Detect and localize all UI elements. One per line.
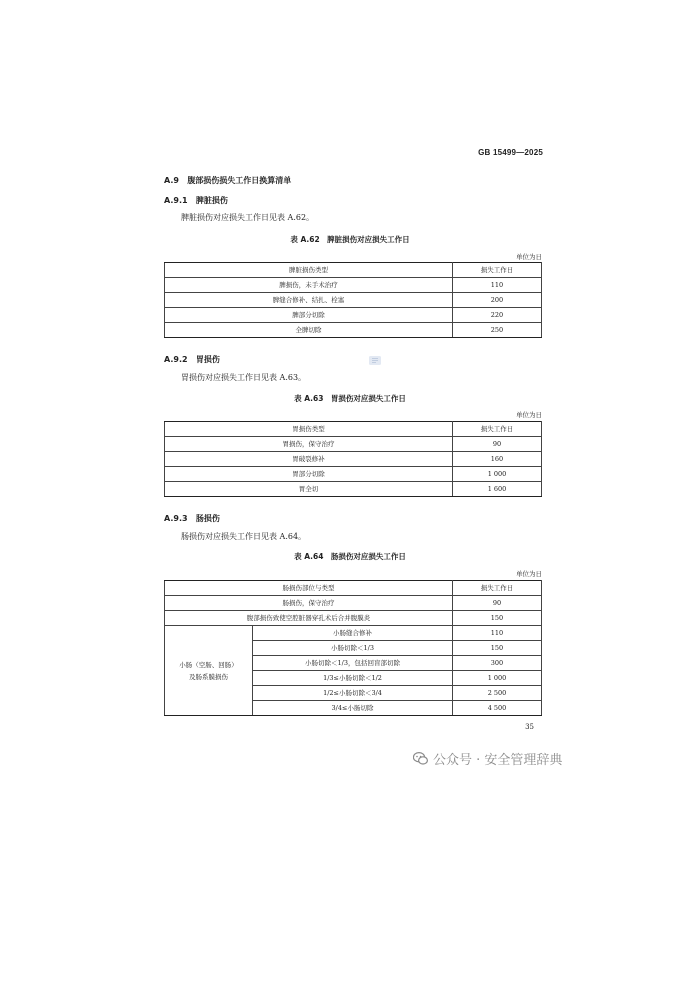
table-row: [165, 452, 542, 467]
table-cell: 胃损伤，保守治疗: [165, 437, 453, 452]
table-row: [165, 611, 542, 626]
subsection-title: 胃损伤: [195, 355, 220, 364]
table-caption-a62: 表 A.62 脾脏损伤对应损失工作日: [290, 235, 410, 244]
column-header: 损失工作日: [453, 422, 542, 437]
section-title: 腹部损伤损失工作日换算清单: [187, 176, 292, 185]
column-header: 胃损伤类型: [165, 422, 453, 437]
table-row: [165, 308, 542, 323]
table-cell: 腹部损伤致使空腔脏器穿孔术后合并腹膜炎: [165, 611, 453, 626]
column-header: 肠损伤部位与类型: [165, 581, 453, 596]
table-cell: 160: [453, 452, 542, 467]
table-cell: 小肠切除＜1/3，包括回盲部切除: [253, 656, 453, 671]
group-label-cell: [165, 626, 253, 716]
table-row: [165, 323, 542, 338]
table-unit-a62: 单位为日: [516, 253, 542, 261]
subsection-number: A.9.1: [164, 196, 188, 205]
table-cell: 250: [453, 323, 542, 338]
subsection-heading-stomach: [164, 354, 220, 365]
table-unit-a63: 单位为日: [516, 411, 542, 419]
table-cell: 220: [453, 308, 542, 323]
table-cell: 1/3≤小肠切除＜1/2: [253, 671, 453, 686]
table-row: [165, 293, 542, 308]
standard-number: GB 15499—2025: [478, 148, 543, 157]
table-a64: [164, 580, 542, 716]
table-cell: 小肠切除＜1/3: [253, 641, 453, 656]
table-cell: 150: [453, 641, 542, 656]
table-row: [165, 482, 542, 497]
column-header: 损失工作日: [453, 581, 542, 596]
table-cell: 脾部分切除: [165, 308, 453, 323]
table-a62: [164, 262, 542, 338]
table-row: [165, 467, 542, 482]
table-header-row: [165, 581, 542, 596]
page-number: 35: [525, 723, 534, 731]
table-header-row: [165, 263, 542, 278]
table-cell: 脾缝合修补、结扎、栓塞: [165, 293, 453, 308]
table-cell: 90: [453, 596, 542, 611]
table-cell: 全脾切除: [165, 323, 453, 338]
table-unit-a64: 单位为日: [516, 570, 542, 578]
section-heading: [164, 175, 291, 186]
table-cell: 1 000: [453, 671, 542, 686]
subsection-title: 脾脏损伤: [195, 196, 228, 205]
paragraph-spleen: 脾脏损伤对应损失工作日见表 A.62。: [181, 213, 315, 222]
table-cell: 300: [453, 656, 542, 671]
table-cell: 胃部分切除: [165, 467, 453, 482]
table-cell: 肠损伤，保守治疗: [165, 596, 453, 611]
section-number: A.9: [164, 176, 179, 185]
table-cell: 200: [453, 293, 542, 308]
watermark-text: 公众号 · 安全管理辞典: [433, 753, 563, 768]
table-cell: 胃破裂修补: [165, 452, 453, 467]
table-cell: 4 500: [453, 701, 542, 716]
group-label-line: 及肠系膜损伤: [189, 672, 228, 681]
table-cell: 110: [453, 626, 542, 641]
table-row: [165, 278, 542, 293]
wechat-icon: [413, 752, 428, 765]
subsection-title: 肠损伤: [195, 514, 220, 523]
subsection-number: A.9.3: [164, 514, 188, 523]
table-cell: 小肠缝合修补: [253, 626, 453, 641]
table-caption-a64: 表 A.64 肠损伤对应损失工作日: [294, 552, 406, 561]
column-header: 损失工作日: [453, 263, 542, 278]
table-row: [165, 596, 542, 611]
subsection-heading-intestine: [164, 513, 220, 524]
subsection-number: A.9.2: [164, 355, 188, 364]
paragraph-intestine: 肠损伤对应损失工作日见表 A.64。: [181, 532, 307, 541]
table-cell: 脾损伤，未手术治疗: [165, 278, 453, 293]
table-cell: 90: [453, 437, 542, 452]
table-cell: 1/2≤小肠切除＜3/4: [253, 686, 453, 701]
watermark: [413, 749, 562, 768]
stamp-icon: [369, 356, 381, 365]
group-label-line: 小肠（空肠、回肠）: [179, 660, 238, 669]
table-row: [165, 437, 542, 452]
table-cell: 150: [453, 611, 542, 626]
table-header-row: [165, 422, 542, 437]
table-cell: 1 600: [453, 482, 542, 497]
table-cell: 胃全切: [165, 482, 453, 497]
table-a63: [164, 421, 542, 497]
table-row: [165, 626, 542, 641]
subsection-heading-spleen: [164, 195, 228, 206]
table-cell: 3/4≤小肠切除: [253, 701, 453, 716]
table-caption-a63: 表 A.63 胃损伤对应损失工作日: [294, 394, 406, 403]
table-cell: 110: [453, 278, 542, 293]
table-cell: 2 500: [453, 686, 542, 701]
table-cell: 1 000: [453, 467, 542, 482]
column-header: 脾脏损伤类型: [165, 263, 453, 278]
paragraph-stomach: 胃损伤对应损失工作日见表 A.63。: [181, 373, 307, 382]
